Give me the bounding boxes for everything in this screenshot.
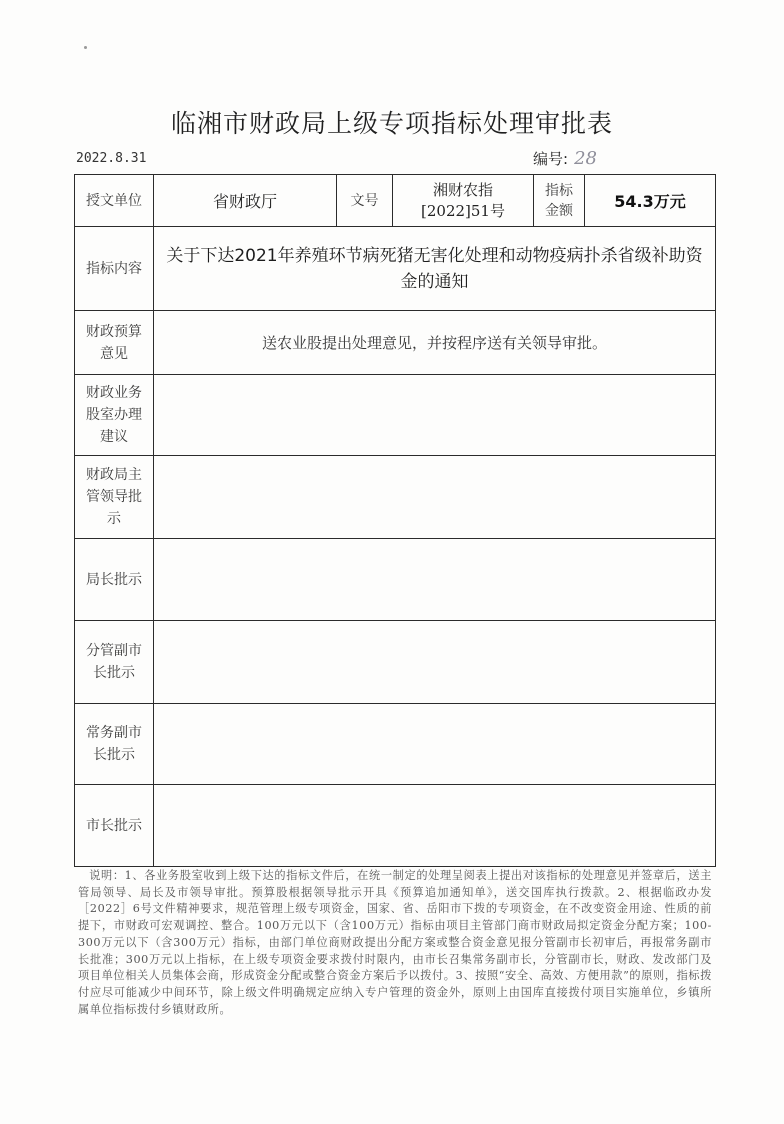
row-label-line: 长批示	[93, 665, 135, 681]
doc-no-line1: 湘财农指	[432, 180, 493, 199]
form-row	[75, 456, 716, 539]
form-row	[75, 539, 716, 621]
row-label-line: 局长批示	[86, 571, 142, 588]
row-label-line: 长批示	[93, 747, 135, 763]
form-row	[75, 375, 716, 456]
row-label-line: 财政局主	[86, 467, 142, 483]
row-label-line: 股室办理	[86, 407, 142, 423]
amount-label-line1: 指标	[545, 182, 573, 199]
row-label	[75, 456, 154, 539]
issuer-value: 省财政厅	[154, 175, 337, 227]
deputy-mayor-instruction-field[interactable]	[154, 621, 716, 704]
serial-number	[533, 148, 597, 169]
form-row	[75, 311, 716, 375]
row-label	[75, 539, 154, 621]
amount-value: 54.3万元	[585, 175, 716, 227]
row-label	[75, 785, 154, 867]
row-label-line: 示	[107, 511, 121, 527]
document-title: 临湘市财政局上级专项指标处理审批表	[170, 109, 613, 138]
index-content-value: 关于下达2021年养殖环节病死猪无害化处理和动物疫病扑杀省级补助资金的通知	[154, 227, 716, 311]
amount-label	[534, 175, 585, 227]
approval-form-table	[74, 174, 716, 867]
form-row	[75, 227, 716, 311]
row-label	[75, 227, 154, 311]
serial-handwritten-value: 28	[574, 148, 597, 169]
row-label	[75, 375, 154, 456]
row-label-line: 意见	[100, 345, 128, 362]
business-office-suggestion-field[interactable]	[154, 375, 716, 456]
scan-speck	[84, 46, 87, 49]
issuer-label: 授文单位	[75, 175, 154, 227]
row-label-line: 指标内容	[86, 260, 142, 277]
row-label-line: 常务副市	[86, 725, 142, 741]
mayor-instruction-field[interactable]	[154, 785, 716, 867]
serial-label: 编号:	[533, 150, 569, 168]
doc-no-value	[393, 175, 534, 227]
budget-opinion-value: 送农业股提出处理意见，并按程序送有关领导审批。	[154, 311, 716, 375]
row-label-line: 财政预算	[86, 323, 142, 340]
form-row	[75, 785, 716, 867]
executive-deputy-mayor-instruction-field[interactable]	[154, 704, 716, 785]
header-row	[75, 175, 716, 227]
amount-label-line2: 金额	[545, 202, 573, 219]
row-label-line: 建议	[100, 429, 128, 445]
director-instruction-field[interactable]	[154, 539, 716, 621]
row-label	[75, 311, 154, 375]
row-label-line: 财政业务	[86, 385, 142, 401]
doc-no-line2: [2022]51号	[421, 201, 505, 220]
row-label	[75, 621, 154, 704]
bureau-leader-instruction-field[interactable]	[154, 456, 716, 539]
form-row	[75, 621, 716, 704]
document-date: 2022.8.31	[76, 151, 147, 166]
row-label	[75, 704, 154, 785]
row-label-line: 管领导批	[86, 489, 142, 505]
row-label-line: 分管副市	[86, 643, 142, 659]
doc-no-label: 文号	[337, 175, 393, 227]
form-row	[75, 704, 716, 785]
explanatory-notes: 说明：1、各业务股室收到上级下达的指标文件后，在统一制定的处理呈阅表上提出对该指标的处理意见并签章后，送主管局领导、局长及市领导审批。预算股根据领导批示开具《预算追加通知单》，送交国库执行拨款。2、根据临政办发［2022］6号文件精神要求，规范管理上级专项资金，国家、省、岳阳市下拨的专项资金，在不改变资金用途、性质的前提下，市财政可宏观调控、整合。100万元以下（含100万元）指标由项目主管部门商市财政局拟定资金分配方案；100-300万元以下（含300万元）指标，由部门单位商财政提出分配方案或整合资金意见报分管副市长初审后，再报常务副市长批准；300万元以上指标，在上级专项资金要求拨付时限内，由市长召集常务副市长，分管副市长，财政、发改部门及项目单位相关人员集体会商，形成资金分配或整合资金方案后予以拨付。3、按照“安全、高效、方便用款”的原则，指标拨付应尽可能减少中间环节，除上级文件明确规定应纳入专户管理的资金外，原则上由国库直接拨付项目实施单位，乡镇所属单位指标拨付乡镇财政所。	[78, 869, 712, 1016]
row-label-line: 市长批示	[86, 817, 142, 834]
